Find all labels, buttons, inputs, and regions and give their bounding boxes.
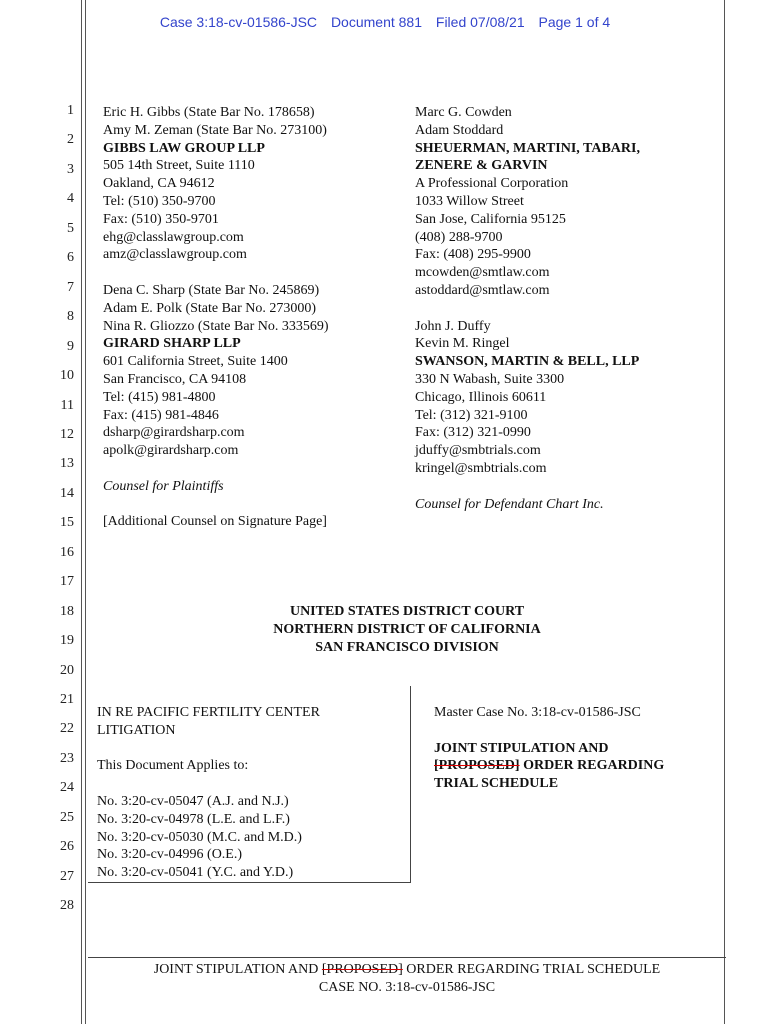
attorney-line: Eric H. Gibbs (State Bar No. 178658) <box>103 105 315 120</box>
footer-case-number: CASE NO. 3:18-cv-01586-JSC <box>318 980 496 995</box>
footer-title <box>88 961 726 979</box>
line-number: 28 <box>60 898 74 914</box>
firm-name: GIRARD SHARP LLP <box>103 336 241 352</box>
line-number: 4 <box>67 191 74 207</box>
document-title-line: JOINT STIPULATION AND <box>434 740 609 756</box>
court-name: UNITED STATES DISTRICT COURT <box>289 604 525 619</box>
line-number: 8 <box>67 309 74 325</box>
email-line: mcowden@smtlaw.com <box>415 265 550 281</box>
line-number: 2 <box>67 132 74 148</box>
attorney-line: Kevin M. Ringel <box>415 336 510 352</box>
line-number: 21 <box>60 692 74 707</box>
line-number: 20 <box>60 662 74 678</box>
address-line: 505 14th Street, Suite 1110 <box>103 158 255 174</box>
line-number: 10 <box>60 368 74 384</box>
defendant-counsel-block <box>415 104 640 513</box>
document-title-line <box>434 757 664 775</box>
firm-name: SWANSON, MARTIN & BELL, LLP <box>415 354 640 370</box>
line-number: 23 <box>60 750 74 766</box>
address-line: Oakland, CA 94612 <box>103 176 215 192</box>
footer-title-text: JOINT STIPULATION AND <box>153 962 322 977</box>
proposed-strikethrough: [PROPOSED] <box>434 758 520 774</box>
footer-proposed-strikethrough: [PROPOSED] <box>321 962 403 977</box>
applies-to-label: This Document Applies to: <box>97 758 249 774</box>
line-number: 7 <box>67 279 74 295</box>
fax-line: Fax: (415) 981-4846 <box>103 407 219 423</box>
firm-name: ZENERE & GARVIN <box>415 158 548 174</box>
address-line: 1033 Willow Street <box>415 193 524 209</box>
line-number: 13 <box>60 456 74 472</box>
court-heading <box>88 603 726 657</box>
fax-line: Fax: (312) 321-0990 <box>415 425 531 441</box>
related-case: No. 3:20-cv-05041 (Y.C. and Y.D.) <box>97 865 294 881</box>
line-number: 24 <box>60 780 74 796</box>
case-caption-left <box>97 704 320 882</box>
line-number: 14 <box>60 485 74 501</box>
firm-name: GIBBS LAW GROUP LLP <box>103 140 265 156</box>
line-number: 16 <box>60 544 74 560</box>
attorney-line: Marc G. Cowden <box>415 105 512 120</box>
attorney-line: Adam E. Polk (State Bar No. 273000) <box>103 300 317 316</box>
header-document-number: Document 881 <box>330 14 422 30</box>
master-case-number: Master Case No. 3:18-cv-01586-JSC <box>434 705 641 720</box>
phone-line: Tel: (510) 350-9700 <box>103 193 216 209</box>
header-filed-date: Filed 07/08/21 <box>435 14 525 30</box>
phone-line: (408) 288-9700 <box>415 229 503 245</box>
email-line: kringel@smbtrials.com <box>415 460 547 476</box>
attorney-line: John J. Duffy <box>415 318 491 334</box>
email-line: apolk@girardsharp.com <box>103 443 239 459</box>
caption-right-border <box>410 686 411 882</box>
related-case: No. 3:20-cv-05030 (M.C. and M.D.) <box>97 829 302 845</box>
fax-line: Fax: (510) 350-9701 <box>103 211 219 227</box>
additional-counsel-note: [Additional Counsel on Signature Page] <box>103 514 327 530</box>
left-margin-rule-inner <box>85 0 86 1024</box>
title-text: ORDER REGARDING <box>519 758 665 774</box>
footer-title-text: ORDER REGARDING TRIAL SCHEDULE <box>402 962 661 977</box>
related-case: No. 3:20-cv-04996 (O.E.) <box>97 847 243 863</box>
left-margin-rule-outer <box>81 0 82 1024</box>
line-number: 22 <box>60 721 74 737</box>
line-number: 25 <box>60 809 74 825</box>
attorney-line: Amy M. Zeman (State Bar No. 273100) <box>103 122 327 138</box>
case-name-line: IN RE PACIFIC FERTILITY CENTER <box>97 705 320 720</box>
phone-line: Tel: (312) 321-9100 <box>415 407 528 423</box>
header-page-count: Page 1 of 4 <box>538 14 611 30</box>
header-case-number: Case 3:18-cv-01586-JSC <box>159 14 318 30</box>
address-line: San Francisco, CA 94108 <box>103 371 247 387</box>
fax-line: Fax: (408) 295-9900 <box>415 247 531 263</box>
line-number: 9 <box>67 338 74 354</box>
line-number: 26 <box>60 839 74 855</box>
footer-rule <box>88 957 726 958</box>
ecf-header <box>0 14 770 30</box>
email-line: ehg@classlawgroup.com <box>103 229 244 245</box>
email-line: jduffy@smbtrials.com <box>415 443 541 459</box>
related-case: No. 3:20-cv-05047 (A.J. and N.J.) <box>97 793 289 809</box>
line-number: 15 <box>60 515 74 531</box>
email-line: astoddard@smtlaw.com <box>415 282 550 298</box>
email-line: amz@classlawgroup.com <box>103 247 247 263</box>
firm-name: SHEUERMAN, MARTINI, TABARI, <box>415 140 640 156</box>
case-caption-right <box>434 704 664 793</box>
document-title-line: TRIAL SCHEDULE <box>434 776 559 792</box>
line-number: 27 <box>60 868 74 884</box>
case-name-line: LITIGATION <box>97 722 176 738</box>
email-line: dsharp@girardsharp.com <box>103 425 245 441</box>
plaintiffs-counsel-block <box>103 104 329 531</box>
right-margin-rule <box>724 0 725 1024</box>
related-case: No. 3:20-cv-04978 (L.E. and L.F.) <box>97 811 290 827</box>
line-number: 1 <box>67 103 74 118</box>
line-number: 19 <box>60 633 74 649</box>
line-number: 6 <box>67 250 74 266</box>
attorney-line: Nina R. Gliozzo (State Bar No. 333569) <box>103 318 329 334</box>
defendant-role: Counsel for Defendant Chart Inc. <box>415 496 604 512</box>
address-line: A Professional Corporation <box>415 176 569 192</box>
line-number: 3 <box>67 161 74 177</box>
phone-line: Tel: (415) 981-4800 <box>103 389 216 405</box>
line-number: 5 <box>67 220 74 236</box>
court-division: SAN FRANCISCO DIVISION <box>315 640 499 655</box>
attorney-line: Dena C. Sharp (State Bar No. 245869) <box>103 282 320 298</box>
address-line: San Jose, California 95125 <box>415 211 566 227</box>
address-line: Chicago, Illinois 60611 <box>415 389 547 405</box>
line-number: 11 <box>60 397 74 413</box>
page-footer <box>88 961 726 997</box>
plaintiffs-role: Counsel for Plaintiffs <box>103 478 224 494</box>
address-line: 330 N Wabash, Suite 3300 <box>415 371 565 387</box>
line-number: 18 <box>60 603 74 619</box>
caption-bottom-border <box>88 882 411 883</box>
attorney-line: Adam Stoddard <box>415 122 504 138</box>
court-district: NORTHERN DISTRICT OF CALIFORNIA <box>273 622 541 637</box>
address-line: 601 California Street, Suite 1400 <box>103 354 288 370</box>
line-number: 12 <box>60 426 74 442</box>
line-number: 17 <box>60 574 74 590</box>
